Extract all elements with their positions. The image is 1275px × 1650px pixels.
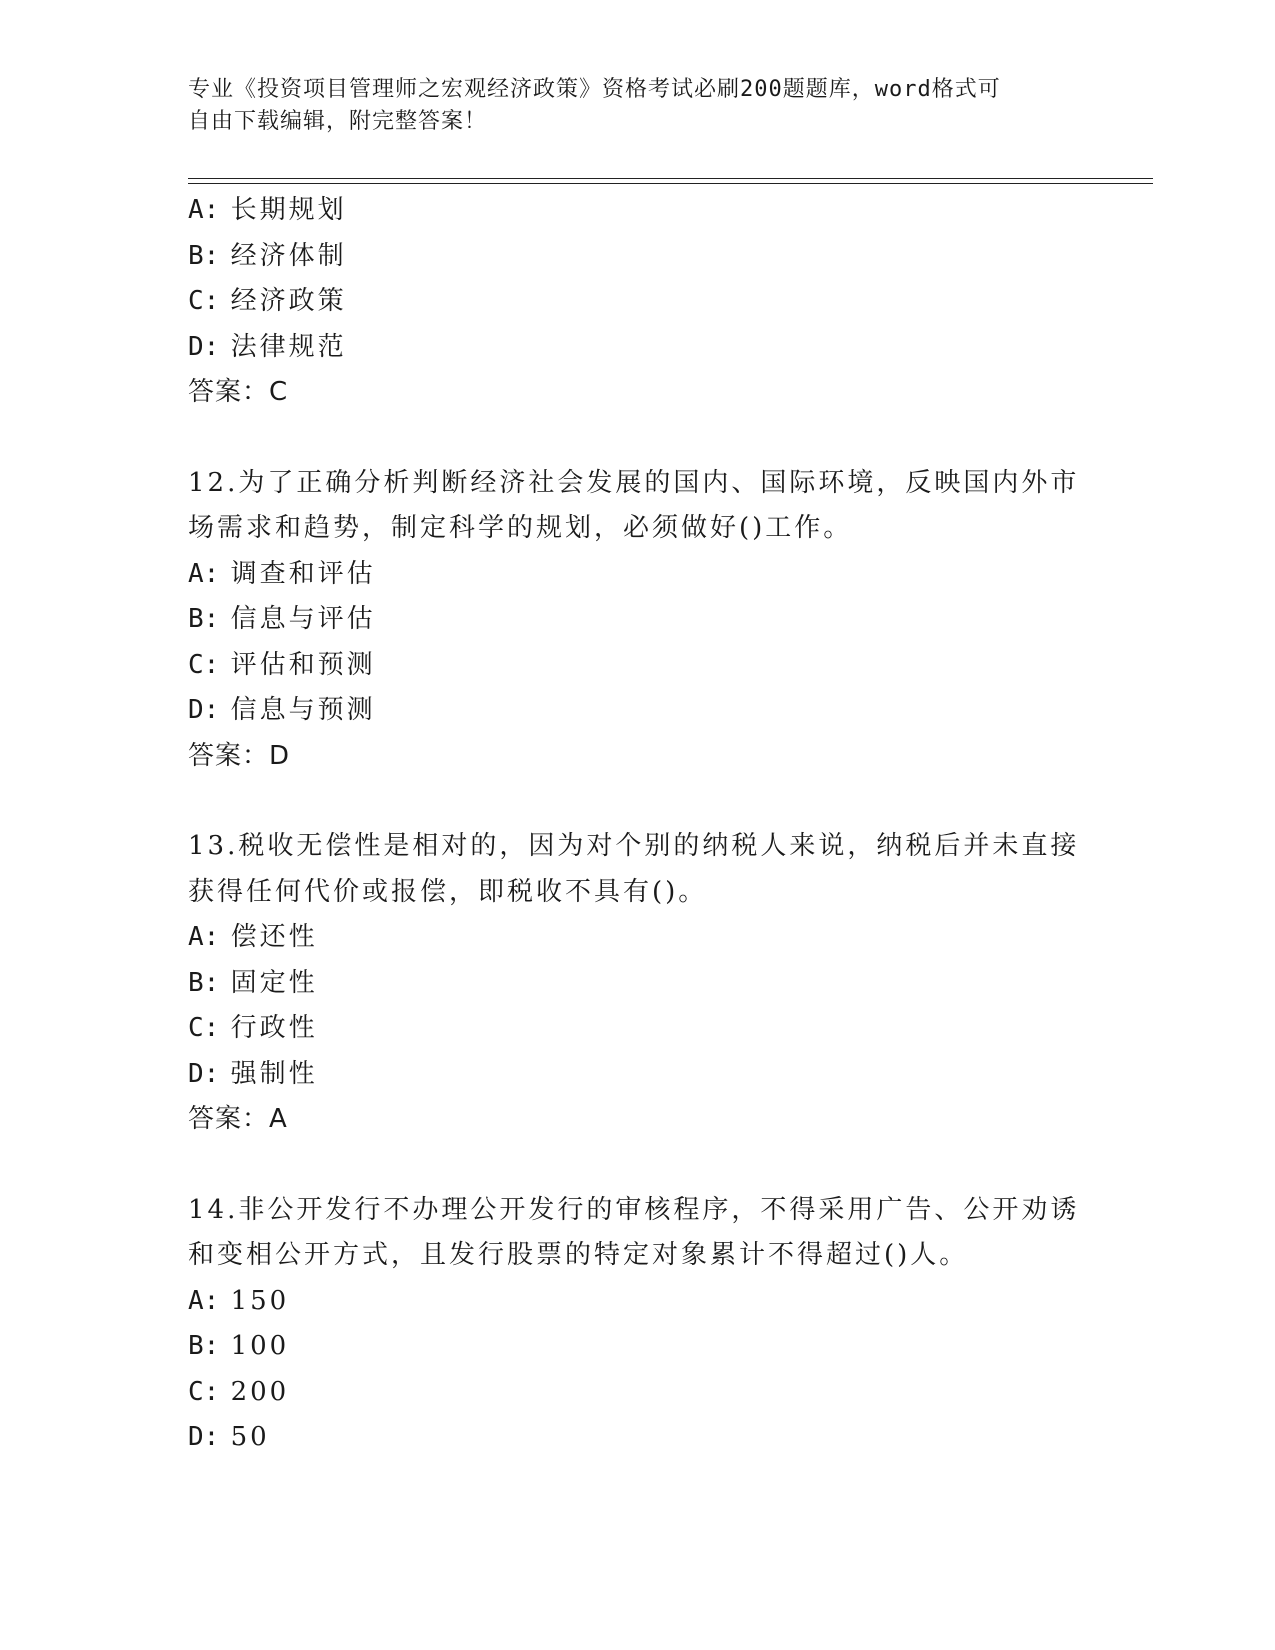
answer-line: 答案：A [188,1104,288,1134]
answer-line: 答案：D [188,740,291,771]
option-b: B: 固定性 [188,967,318,998]
option-c: C: 评估和预测 [188,649,376,680]
option-a: A: 长期规划 [188,195,347,225]
option-d: D: 50 [188,1422,270,1452]
question-block-11 [188,188,1148,416]
option-d: D: 强制性 [188,1058,318,1089]
question-block-12 [188,461,1148,780]
option-a: A: 150 [188,1285,290,1316]
question-stem: 14.非公开发行不办理公开发行的审核程序，不得采用广告、公开劝诱 [188,1194,1080,1225]
question-stem: 场需求和趋势，制定科学的规划，必须做好()工作。 [188,513,853,543]
question-stem: 和变相公开方式，且发行股票的特定对象累计不得超过()人。 [188,1240,969,1270]
option-a: A: 偿还性 [188,922,318,952]
header-line: 自由下载编辑，附完整答案！ [188,109,488,134]
option-b: B: 经济体制 [188,240,347,271]
option-a: A: 调查和评估 [188,558,376,589]
option-b: B: 信息与评估 [188,604,376,634]
document-body [188,188,1148,1461]
document-header [188,74,1088,138]
question-block-13 [188,824,1148,1143]
option-c: C: 200 [188,1376,290,1407]
option-d: D: 信息与预测 [188,695,376,725]
option-d: D: 法律规范 [188,331,347,362]
question-stem: 获得任何代价或报偿，即税收不具有()。 [188,876,708,907]
option-b: B: 100 [188,1331,290,1361]
answer-line: 答案：C [188,377,289,407]
header-divider [188,183,1153,184]
question-stem: 12.为了正确分析判断经济社会发展的国内、国际环境，反映国内外市 [188,467,1080,498]
option-c: C: 经济政策 [188,286,347,316]
question-block-14 [188,1188,1148,1461]
header-divider [188,178,1153,179]
question-stem: 13.税收无偿性是相对的，因为对个别的纳税人来说，纳税后并未直接 [188,831,1080,861]
option-c: C: 行政性 [188,1013,318,1043]
header-line: 专业《投资项目管理师之宏观经济政策》资格考试必刷200题题库，word格式可 [188,77,1001,102]
